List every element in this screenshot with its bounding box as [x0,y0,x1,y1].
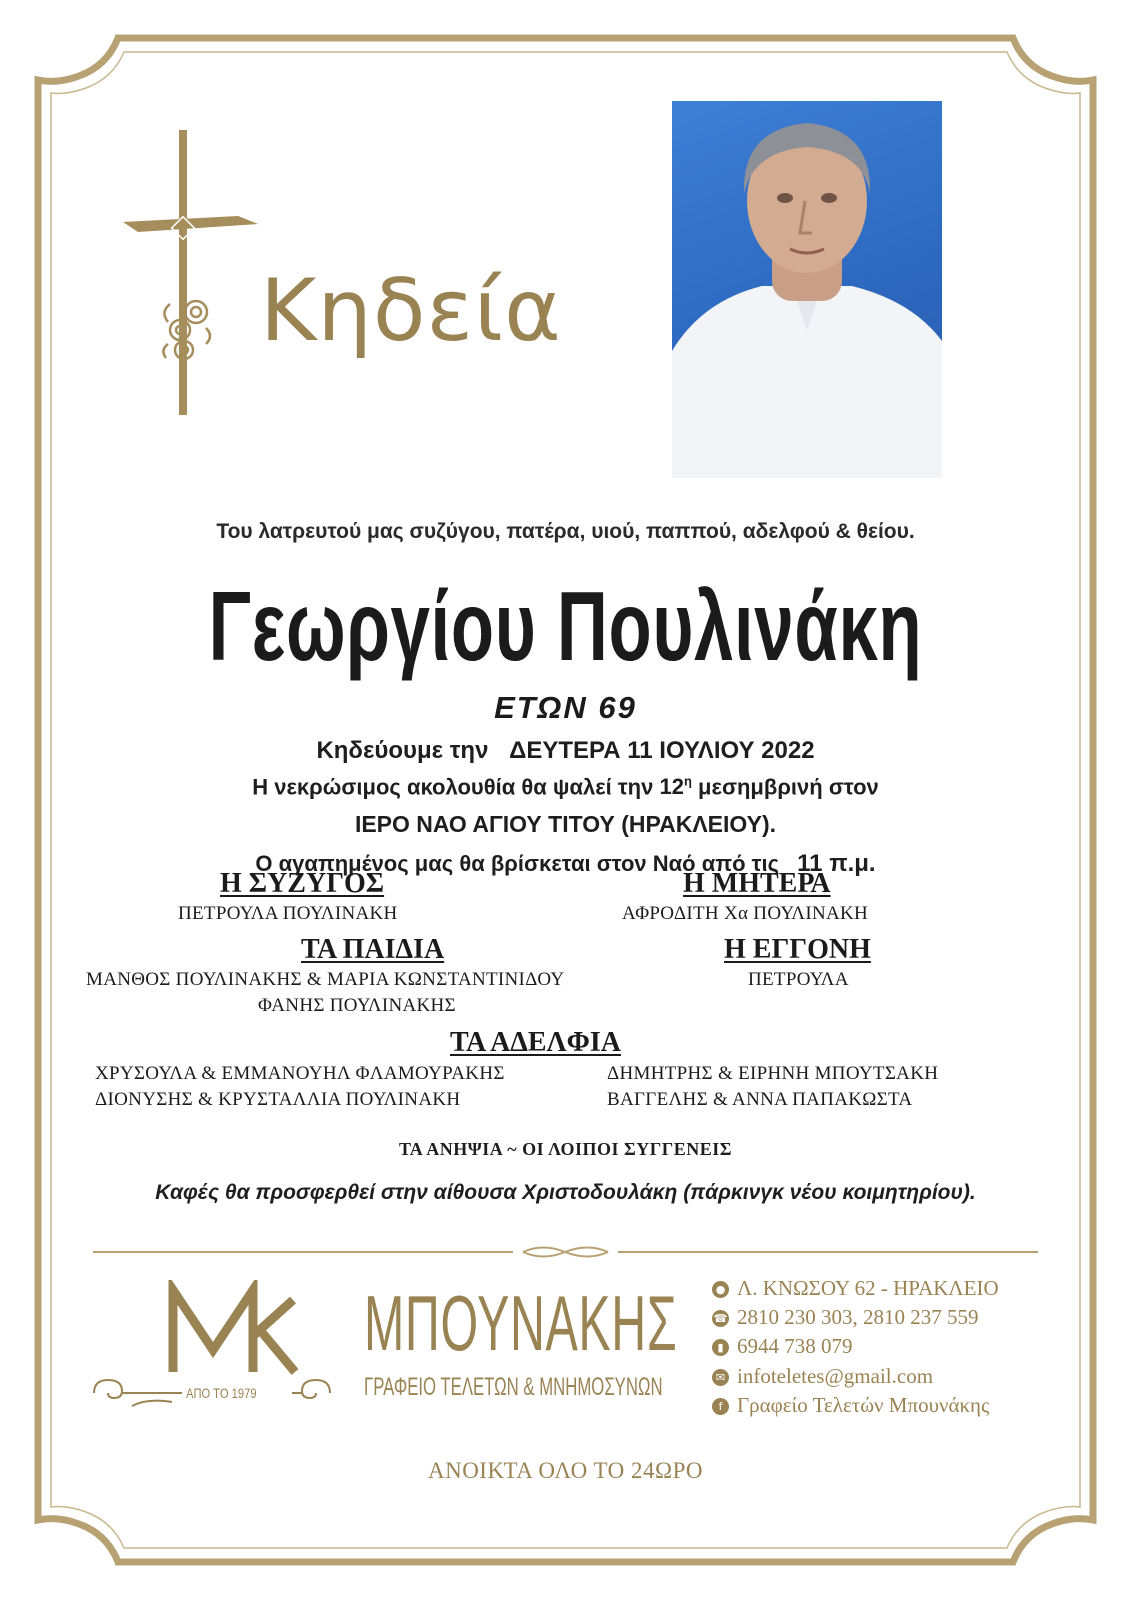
wife-heading: Η ΣΥΖΥΓΟΣ [220,868,385,899]
brand-subtitle: ΓΡΑΦΕΙΟ ΤΕΛΕΤΩΝ & ΜΝΗΜΟΣΥΝΩΝ [364,1373,663,1401]
children-name-2: ΦΑΝΗΣ ΠΟΥΛΙΝΑΚΗΣ [258,995,456,1016]
siblings-right-1: ΔΗΜΗΤΡΗΣ & ΕΙΡΗΝΗ ΜΠΟΥΤΣΑΚΗ [607,1063,939,1084]
granddaughter-name: ΠΕΤΡΟΥΛΑ [748,969,849,990]
portrait-photo [672,101,942,478]
children-heading: ΤΑ ΠΑΙΔΙΑ [301,934,445,965]
viewing-prefix: Ο αγαπημένος μας θα βρίσκεται στον Ναό από τις [255,851,780,876]
cross-icon [118,118,258,418]
funeral-date-line [0,737,1131,765]
siblings-heading: ΤΑ ΑΔΕΛΦΙΑ [450,1027,621,1058]
email-icon: ✉ [712,1369,729,1386]
page-title: Κηδεία [260,261,562,361]
open-hours: ΑΝΟΙΚΤΑ ΟΛΟ ΤΟ 24ΩΡΟ [427,1458,704,1483]
contact-mobile: ▮ 6944 738 079 [712,1334,853,1359]
location-pin-icon: ● [712,1281,729,1298]
service-hour-sup: η [683,774,692,789]
siblings-left-2: ΔΙΟΝΥΣΗΣ & ΚΡΥΣΤΑΛΛΙΑ ΠΟΥΛΙΝΑΚΗ [95,1089,461,1110]
deceased-age: ΕΤΩΝ 69 [494,690,637,725]
funeral-date: ΔΕΥΤΕΡΑ 11 ΙΟΥΛΙΟΥ 2022 [509,737,815,764]
other-relatives: ΤΑ ΑΝΗΨΙΑ ~ ΟΙ ΛΟΙΠΟΙ ΣΥΓΓΕΝΕΙΣ [398,1139,732,1159]
contact-facebook: f Γραφείο Τελετών Μπουνάκης [712,1393,989,1418]
children-name-1: ΜΑΝΘΟΣ ΠΟΥΛΙΝΑΚΗΣ & ΜΑΡΙΑ ΚΩΝΣΤΑΝΤΙΝΙΔΟΥ [86,969,565,990]
deceased-name: Γεωργίου Πουλινάκη [208,571,923,681]
facebook-icon: f [712,1398,729,1415]
ornament-divider [93,1245,1038,1259]
coffee-note: Καφές θα προσφερθεί στην αίθουσα Χριστοδουλάκη (πάρκινγκ νέου κοιμητηρίου). [155,1181,976,1204]
contact-email: ✉ infoteletes@gmail.com [712,1364,933,1389]
mother-name: ΑΦΡΟΔΙΤΗ Χα ΠΟΥΛΙΝΑΚΗ [622,903,869,924]
service-hour: $12^\eta$ [659,774,692,800]
wife-name: ΠΕΤΡΟΥΛΑ ΠΟΥΛΙΝΑΚΗ [178,903,398,924]
funeral-date-prefix: Κηδεύουμε την [316,737,489,764]
company-logo [165,1280,305,1380]
viewing-line [0,850,1131,878]
siblings-left-1: ΧΡΥΣΟΥΛΑ & ΕΜΜΑΝΟΥΗΛ ΦΛΑΜΟΥΡΑΚΗΣ [95,1063,505,1084]
service-line [0,774,1131,800]
brand-name: ΜΠΟΥΝΑΚΗΣ [364,1279,678,1367]
intro-text: Του λατρευτού μας συζύγου, πατέρα, υιού, παππού, αδελφού & θείου. [216,520,915,543]
church-name: ΙΕΡΟ ΝΑΟ ΑΓΙΟΥ ΤΙΤΟΥ (ΗΡΑΚΛΕΙΟΥ). [354,811,777,837]
siblings-right-2: ΒΑΓΓΕΛΗΣ & ΑΝΝΑ ΠΑΠΑΚΩΣΤΑ [607,1089,913,1110]
contact-phones: ☎ 2810 230 303, 2810 237 559 [713,1305,979,1329]
service-prefix: Η νεκρώσιμος ακολουθία θα ψαλεί την [252,774,654,800]
contact-address: ● Λ. ΚΝΩΣΟΥ 62 - ΗΡΑΚΛΕΙΟ [712,1276,999,1301]
since-label: ΑΠΟ ΤΟ 1979 [186,1385,257,1401]
phone-icon: ☎ [713,1312,728,1325]
mother-heading: Η ΜΗΤΕΡΑ [683,868,831,899]
viewing-time: 11 π.μ. [797,850,876,877]
mobile-icon: ▮ [712,1339,729,1356]
service-suffix: μεσημβρινή στον [698,774,879,800]
granddaughter-heading: Η ΕΓΓΟΝΗ [724,934,871,965]
